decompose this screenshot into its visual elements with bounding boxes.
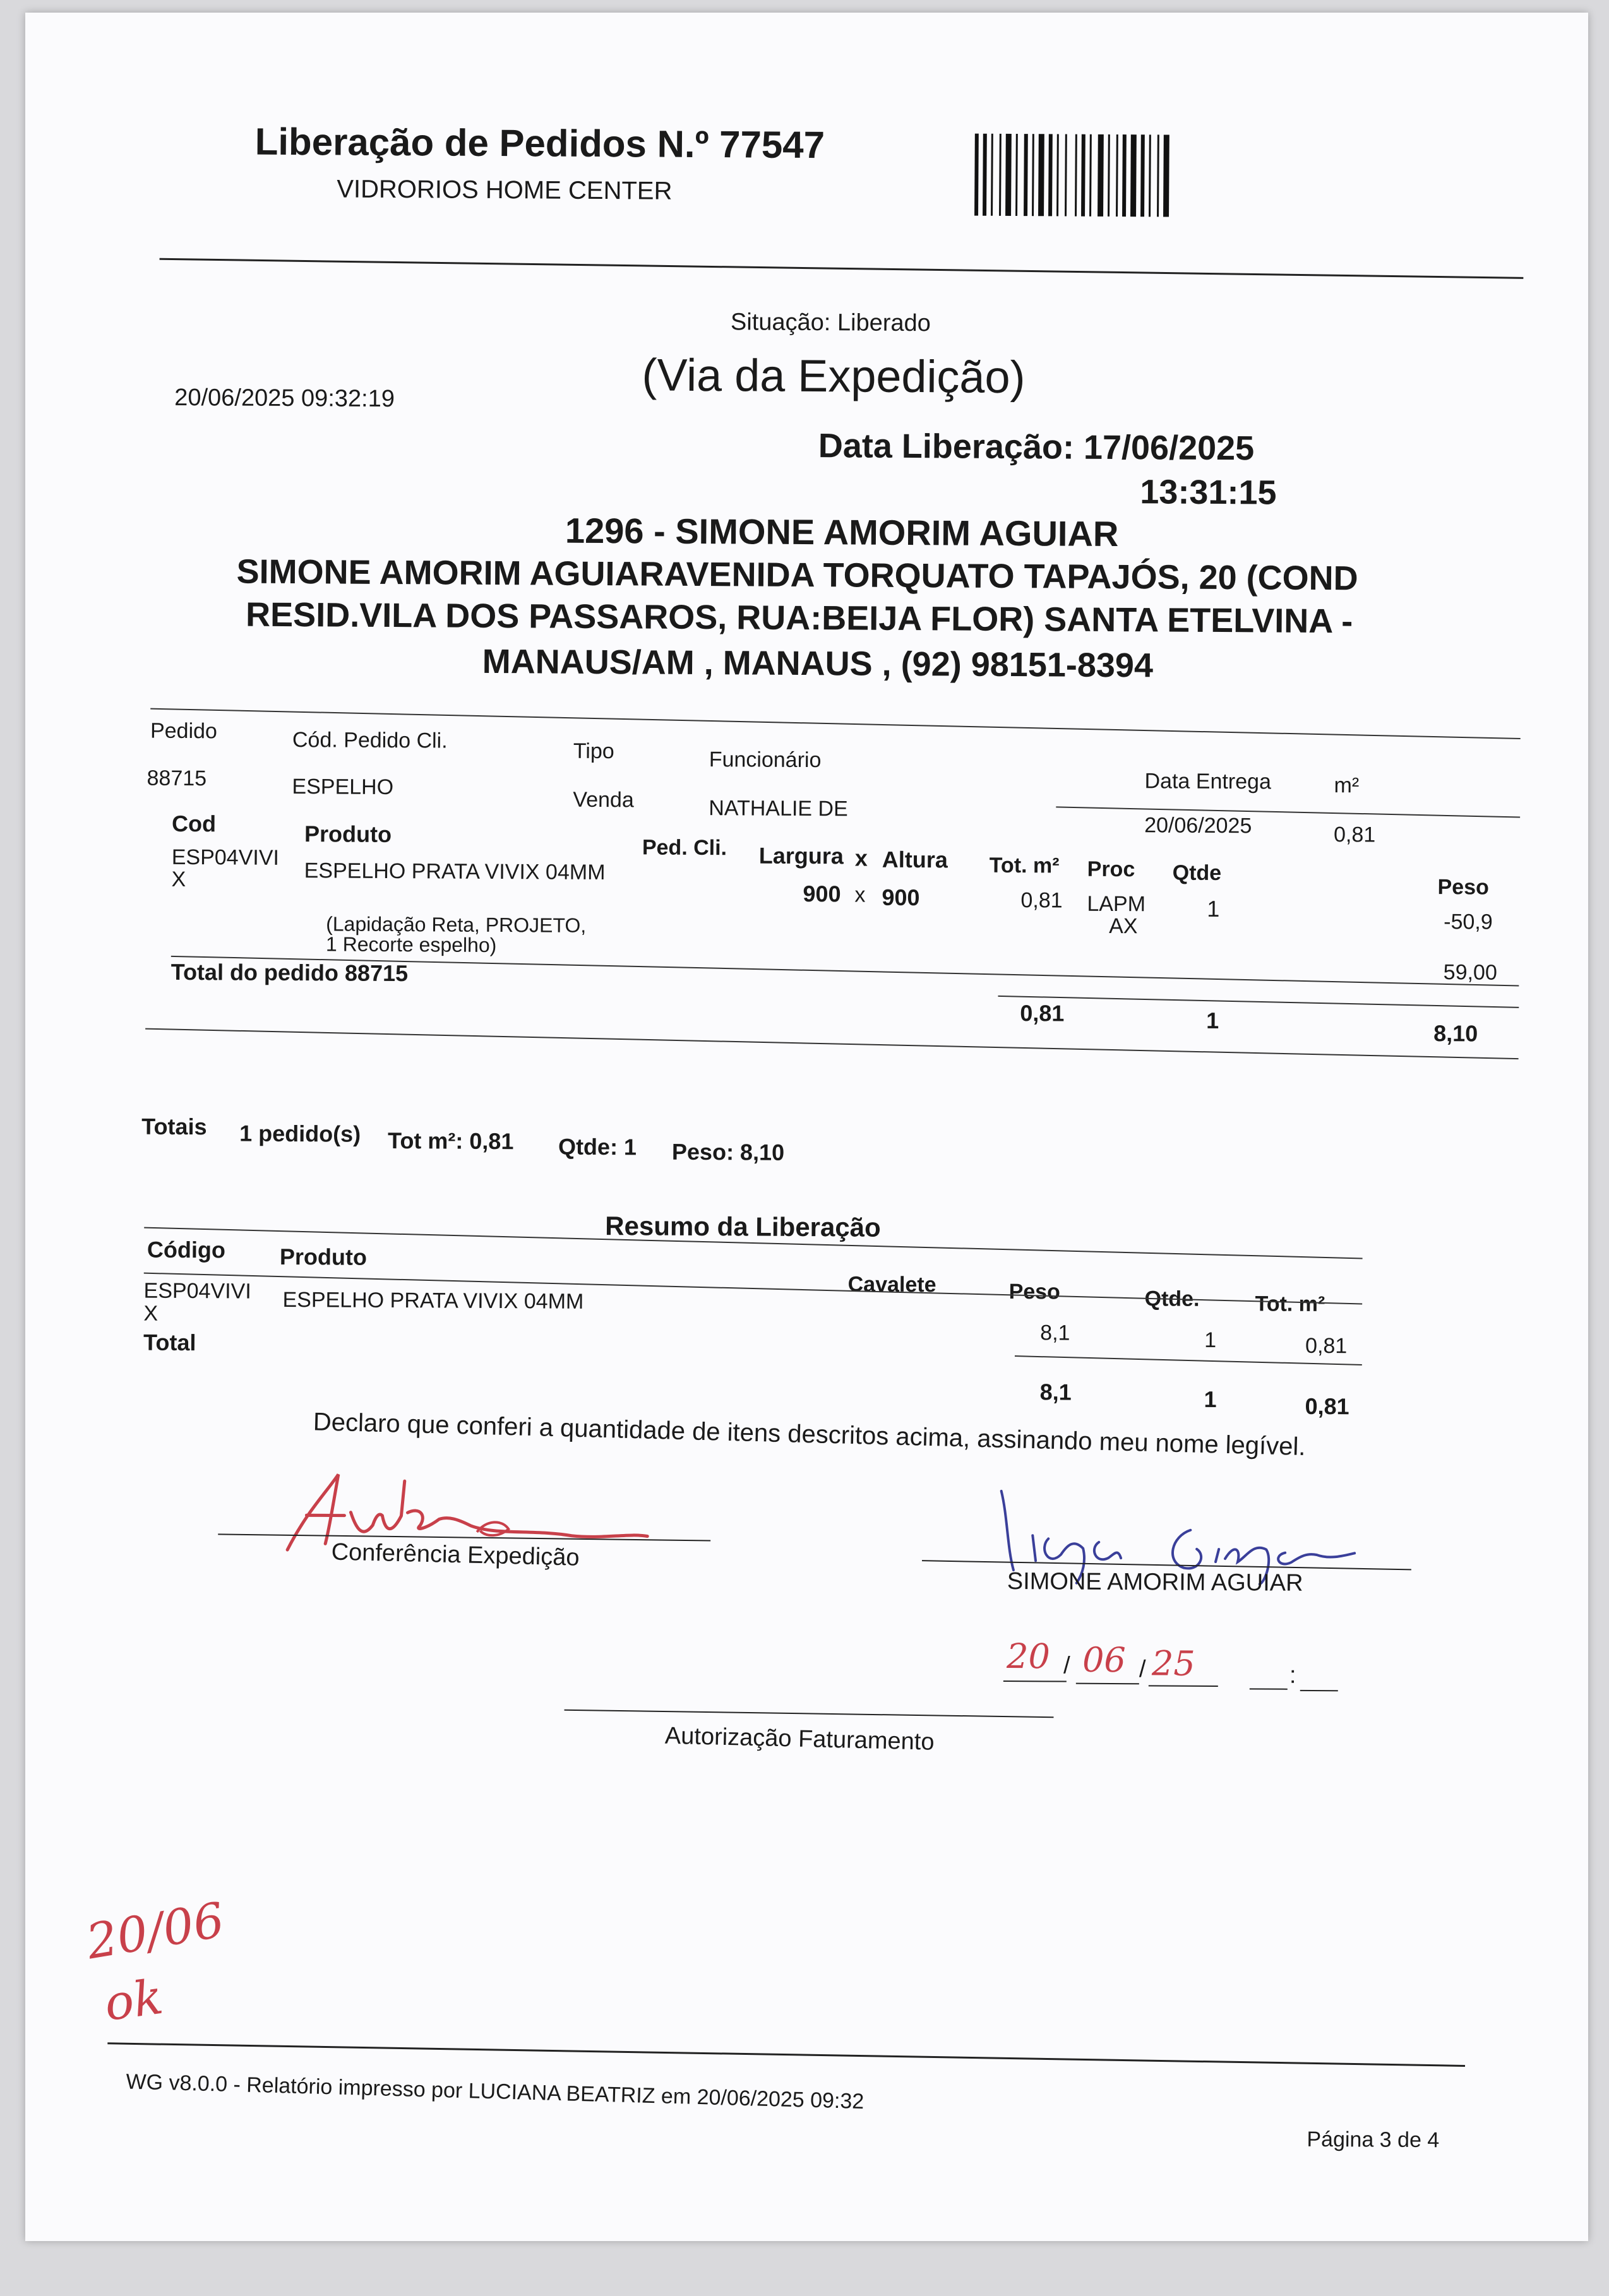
- order-m2-value: 0,81: [1333, 823, 1376, 847]
- item-header-cod: Cod: [172, 810, 217, 837]
- handwritten-date-month: 06: [1082, 1639, 1126, 1680]
- item-header-tot-m2: Tot. m²: [989, 853, 1060, 878]
- barcode-bar: [1116, 134, 1118, 217]
- resumo-header-tot-m2: Tot. m²: [1255, 1292, 1325, 1317]
- handwritten-note-ok: ok: [101, 1968, 167, 2032]
- time-minute-line: [1300, 1690, 1338, 1691]
- order-tipo-value: Venda: [573, 787, 634, 812]
- col-header-m2: m²: [1334, 773, 1360, 798]
- time-hour-line: [1250, 1688, 1288, 1689]
- header-divider: [160, 258, 1524, 279]
- barcode-bar: [1089, 134, 1092, 217]
- handwritten-date-year: 25: [1151, 1643, 1195, 1684]
- handwritten-note-date: 20/06: [82, 1891, 229, 1970]
- document-sheet: [25, 13, 1588, 2241]
- resumo-header-codigo: Código: [147, 1236, 226, 1263]
- item-altura: 900: [882, 884, 920, 911]
- item-header-altura: Altura: [882, 846, 948, 873]
- hora-liberacao: 13:31:15: [1140, 473, 1277, 512]
- resumo-title: Resumo da Liberação: [605, 1211, 881, 1242]
- item-header-peso: Peso: [1437, 875, 1489, 900]
- totais-label: Totais: [141, 1113, 207, 1140]
- barcode-bar: [1038, 134, 1044, 216]
- item-peso-a: -50,9: [1444, 910, 1493, 934]
- client-address-line2: RESID.VILA DOS PASSAROS, RUA:BEIJA FLOR) SANTA ETELVINA -: [245, 595, 1353, 641]
- barcode-image: [974, 134, 1215, 217]
- resumo-codigo-line1: ESP04VIVI: [143, 1278, 251, 1304]
- footer-printed-by: WG v8.0.0 - Relatório impresso por LUCIANA BEATRIZ em 20/06/2025 09:32: [126, 2069, 864, 2114]
- order-cod-pedido-cli-value: ESPELHO: [292, 775, 394, 800]
- resumo-codigo-line2: X: [143, 1301, 159, 1326]
- client-code-name: 1296 - SIMONE AMORIM AGUIAR: [565, 510, 1119, 554]
- conferencia-label: Conferência Expedição: [331, 1538, 580, 1571]
- barcode-bar: [1005, 134, 1012, 216]
- item-largura: 900: [803, 880, 841, 907]
- order-total-m2: 0,81: [1020, 1000, 1065, 1026]
- resumo-header-cavalete: Cavalete: [847, 1272, 936, 1297]
- footer-divider: [107, 2042, 1465, 2067]
- printed-datetime: 20/06/2025 09:32:19: [174, 384, 395, 413]
- barcode-bar: [1122, 134, 1127, 217]
- resumo-qtde: 1: [1204, 1328, 1217, 1353]
- barcode-bar: [1024, 134, 1028, 216]
- declaration-text: Declaro que conferi a quantidade de itens descritos acima, assinando meu nome legível.: [313, 1408, 1307, 1461]
- item-x: x: [854, 883, 866, 907]
- barcode-bar: [999, 134, 1002, 216]
- col-header-data-entrega: Data Entrega: [1144, 769, 1272, 794]
- client-address-line3: MANAUS/AM , MANAUS , (92) 98151-8394: [482, 642, 1154, 685]
- item-tot-m2: 0,81: [1020, 888, 1063, 913]
- order-total-qtde: 1: [1206, 1007, 1219, 1034]
- order-data-entrega-value: 20/06/2025: [1144, 813, 1252, 838]
- barcode-bar: [1075, 134, 1077, 217]
- date-day-line: [1003, 1680, 1067, 1682]
- totais-tot-m2: Tot m²: 0,81: [387, 1127, 514, 1155]
- via-label: (Via da Expedição): [642, 350, 1026, 403]
- order-pedido-value: 88715: [147, 766, 207, 791]
- order-funcionario-value: NATHALIE DE: [709, 796, 848, 821]
- item-header-qtde: Qtde: [1172, 860, 1222, 886]
- order-total-peso: 8,10: [1433, 1020, 1478, 1047]
- date-sep-1: /: [1063, 1652, 1070, 1679]
- resumo-header-produto: Produto: [279, 1243, 368, 1270]
- barcode-bar: [1149, 134, 1151, 217]
- resumo-total-m2: 0,81: [1305, 1393, 1349, 1420]
- resumo-header-peso: Peso: [1008, 1279, 1061, 1304]
- col-header-funcionario: Funcionário: [709, 747, 822, 773]
- date-year-line: [1149, 1685, 1218, 1687]
- order-table-bottom-line: [145, 1028, 1519, 1059]
- handwritten-date-day: 20: [1006, 1636, 1051, 1677]
- totais-pedidos: 1 pedido(s): [239, 1120, 361, 1147]
- autorizacao-signature-line: [565, 1710, 1054, 1718]
- date-month-line: [1076, 1683, 1139, 1685]
- item-header-largura: Largura: [758, 842, 844, 869]
- resumo-produto: ESPELHO PRATA VIVIX 04MM: [282, 1287, 584, 1314]
- client-address-line1: SIMONE AMORIM AGUIARAVENIDA TORQUATO TAPAJÓS, 20 (COND: [236, 552, 1358, 598]
- totais-qtde: Qtde: 1: [558, 1133, 637, 1160]
- item-header-ped-cli: Ped. Cli.: [642, 835, 727, 860]
- time-separator: :: [1289, 1662, 1296, 1689]
- barcode-bar: [1098, 134, 1104, 217]
- totais-peso: Peso: 8,10: [671, 1138, 785, 1165]
- barcode-bar: [1048, 134, 1053, 216]
- order-header-underline: [1056, 806, 1520, 818]
- item-note-line1: (Lapidação Reta, PROJETO,: [326, 912, 587, 937]
- footer-page-number: Página 3 de 4: [1307, 2127, 1440, 2153]
- item-note-line2: 1 Recorte espelho): [325, 932, 497, 957]
- order-total-label: Total do pedido 88715: [170, 958, 409, 987]
- cliente-signature-name: SIMONE AMORIM AGUIAR: [1007, 1567, 1303, 1597]
- autorizacao-label: Autorização Faturamento: [664, 1722, 935, 1756]
- item-proc-line2: AX: [1109, 913, 1138, 939]
- item-proc-line1: LAPM: [1087, 891, 1146, 917]
- barcode-bar: [1163, 134, 1169, 217]
- barcode-bar: [983, 134, 987, 216]
- barcode-bar: [1015, 134, 1018, 216]
- item-cod-line1: ESP04VIVI: [171, 845, 280, 870]
- company-name: VIDRORIOS HOME CENTER: [337, 175, 673, 205]
- barcode-bar: [1032, 134, 1034, 216]
- item-produto: ESPELHO PRATA VIVIX 04MM: [304, 859, 606, 885]
- item-header-produto: Produto: [304, 821, 392, 848]
- col-header-cod-pedido-cli: Cód. Pedido Cli.: [292, 728, 448, 753]
- item-cod-line2: X: [171, 867, 186, 892]
- situacao-label: Situação: Liberado: [730, 309, 931, 337]
- barcode-bar: [974, 134, 979, 216]
- item-header-proc: Proc: [1087, 857, 1135, 882]
- barcode-bar: [1065, 134, 1067, 217]
- data-liberacao: Data Liberação: 17/06/2025: [818, 427, 1255, 468]
- resumo-total-peso: 8,1: [1039, 1379, 1072, 1405]
- barcode-bar: [1130, 134, 1137, 217]
- barcode-bar: [991, 134, 993, 216]
- resumo-tot-m2: 0,81: [1305, 1333, 1348, 1359]
- document-title: Liberação de Pedidos N.º 77547: [254, 120, 825, 167]
- item-header-x: x: [854, 845, 868, 871]
- barcode-bar: [1108, 134, 1110, 217]
- col-header-tipo: Tipo: [573, 739, 614, 764]
- barcode-bar: [1157, 134, 1159, 217]
- resumo-total-label: Total: [143, 1329, 196, 1356]
- barcode-bar: [1140, 134, 1145, 217]
- barcode-bar: [1056, 134, 1059, 216]
- barcode-bar: [1081, 134, 1086, 217]
- order-total-line: [998, 996, 1519, 1008]
- resumo-total-qtde: 1: [1204, 1386, 1217, 1413]
- document-content: [25, 13, 1588, 2241]
- item-qtde: 1: [1207, 895, 1220, 922]
- col-header-pedido: Pedido: [150, 718, 218, 744]
- resumo-peso: 8,1: [1040, 1321, 1070, 1345]
- date-sep-2: /: [1139, 1656, 1146, 1683]
- item-peso-b: 59,00: [1443, 960, 1497, 985]
